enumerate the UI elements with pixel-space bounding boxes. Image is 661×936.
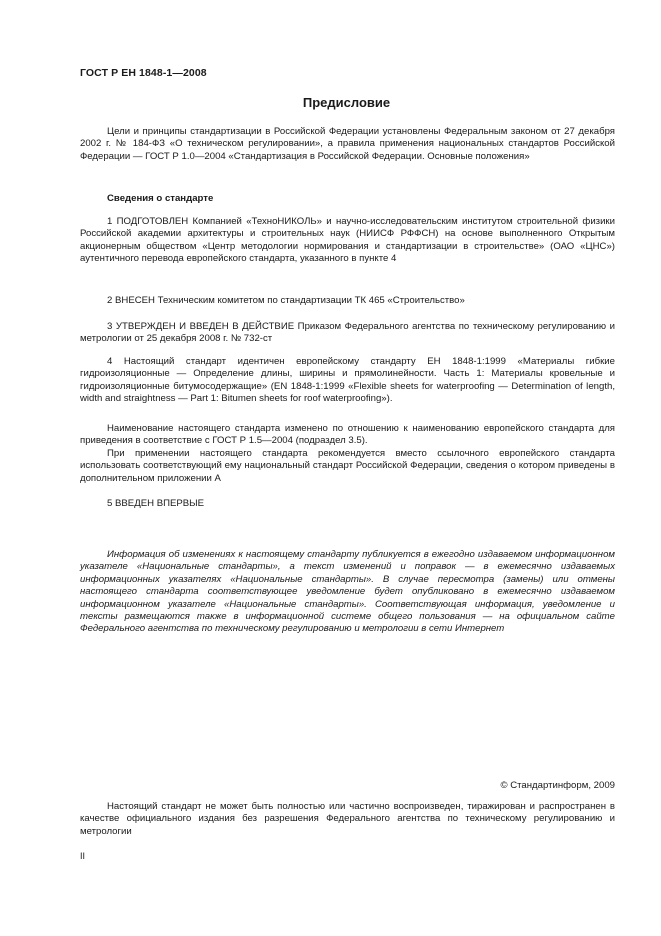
- info-notice-paragraph: Информация об изменениях к настоящему стандарту публикуется в ежегодно издаваемом информационном указателе «Национальные стандарты», а текст изменений и поправок — в ежемесячно издаваемых информационных указателях «Национальные стандарты». В случае пересмотра (замены) или отмены настоящего стандарта соответствующее уведомление будет опубликовано в ежемесячно издаваемом информационном указателе «Национальные стандарты». Соответствующая информация, уведомление и тексты размещаются также в информационной системе общего пользования — на официальном сайте Федерального агентства по техническому регулированию и метрологии в сети Интернет: [80, 549, 615, 635]
- item-3-paragraph: 3 УТВЕРЖДЕН И ВВЕДЕН В ДЕЙСТВИЕ Приказом Федерального агентства по техническому регулированию и метрологии от 25 декабря 2008 г. № 732-ст: [80, 321, 615, 345]
- section-heading: Сведения о стандарте: [107, 193, 214, 204]
- reproduction-notice-paragraph: Настоящий стандарт не может быть полностью или частично воспроизведен, тиражирован и распространен в качестве официального издания без разрешения Федерального агентства по техническому регулированию и метрологии: [80, 801, 615, 837]
- item-2-paragraph: 2 ВНЕСЕН Техническим комитетом по стандартизации ТК 465 «Строительство»: [107, 295, 465, 306]
- item-4-name-change-paragraph: Наименование настоящего стандарта изменено по отношению к наименованию европейского стандарта для приведения в соответствие с ГОСТ Р 1.5—2004 (подраздел 3.5).: [80, 423, 615, 447]
- item-4-usage-paragraph: При применении настоящего стандарта рекомендуется вместо ссылочного европейского стандарта использовать соответствующий ему национальный стандарт Российской Федерации, сведения о котором приведены в дополнительном приложении А: [80, 448, 615, 484]
- item-5-paragraph: 5 ВВЕДЕН ВПЕРВЫЕ: [107, 498, 205, 509]
- copyright-notice: © Стандартинформ, 2009: [500, 780, 615, 791]
- intro-paragraph: Цели и принципы стандартизации в Российской Федерации установлены Федеральным законом от 27 декабря 2002 г. № 184-ФЗ «О техническом регулировании», а правила применения национальных стандартов Российской Федерации — ГОСТ Р 1.0—2004 «Стандартизация в Российской Федерации. Основные положения»: [80, 126, 615, 162]
- page-title: Предисловие: [302, 95, 391, 110]
- item-4-paragraph: 4 Настоящий стандарт идентичен европейскому стандарту ЕН 1848-1:1999 «Материалы гибкие гидроизоляционные — Определение длины, ширины и прямолинейности. Часть 1: Материалы кровельные и гидроизоляционные битумосодержащие» (EN 1848-1:1999 «Flexible sheets for waterproofing — Determination of length, width and straightness — Part 1: Bitumen sheets for roof waterproofing»).: [80, 356, 615, 405]
- document-code-header: ГОСТ Р ЕН 1848-1—2008: [80, 67, 207, 79]
- page-number: II: [80, 851, 86, 861]
- item-1-paragraph: 1 ПОДГОТОВЛЕН Компанией «ТехноНИКОЛЬ» и научно-исследовательским институтом строительной физики Российской академии архитектуры и строительных наук (НИИСФ РФФСН) на основе выполненного Открытым акционерным обществом «Центр методологии нормирования и стандартизации в строительстве» (ОАО «ЦНС») аутентичного перевода европейского стандарта, указанного в пункте 4: [80, 216, 615, 265]
